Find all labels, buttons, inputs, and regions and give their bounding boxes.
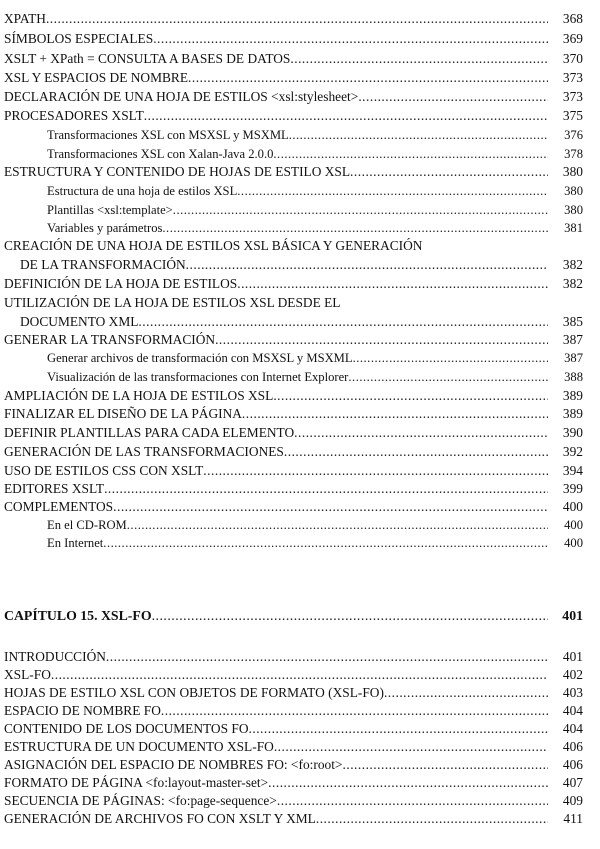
dot-leader [249, 721, 548, 737]
toc-entry-title: Plantillas <xsl:template> [47, 203, 173, 217]
toc-entry-page: 400 [564, 536, 583, 550]
toc-entry-title: PROCESADORES XSLT [4, 108, 144, 123]
toc-entry-title: En Internet [47, 536, 104, 550]
toc-entry [0, 406, 600, 422]
toc-entry-title: XPATH [4, 11, 46, 26]
dot-leader [348, 369, 548, 385]
toc-entry-page: 370 [562, 51, 583, 66]
toc-entry-page: 380 [562, 164, 583, 179]
toc-entry-page: 381 [564, 221, 583, 235]
toc-entry-page: 411 [563, 811, 583, 826]
dot-leader [294, 425, 548, 441]
toc-entry [0, 425, 600, 441]
toc-entry-title: ESPACIO DE NOMBRE FO [4, 703, 161, 718]
dot-leader [273, 146, 548, 162]
dot-leader [127, 517, 548, 533]
dot-leader [215, 332, 548, 348]
toc-entry-title: Transformaciones XSL con Xalan-Java 2.0.0 [47, 147, 274, 161]
toc-entry-first-line [0, 295, 600, 311]
toc-entry-title: DEFINIR PLANTILLAS PARA CADA ELEMENTO [4, 425, 295, 440]
toc-entry-page: 382 [562, 276, 583, 291]
dot-leader [138, 314, 548, 330]
dot-leader [268, 775, 548, 791]
chapter-title: CAPÍTULO 15. XSL-FO [4, 608, 152, 623]
toc-entry [0, 388, 600, 404]
dot-leader [153, 31, 548, 47]
dot-leader [203, 463, 548, 479]
toc-entry-title: Estructura de una hoja de estilos XSL [47, 184, 238, 198]
dot-leader [144, 108, 548, 124]
dot-leader [289, 127, 548, 143]
toc-entry [0, 649, 600, 665]
toc-entry-title: En el CD-ROM [47, 518, 127, 532]
toc-entry-page: 404 [562, 721, 583, 736]
toc-entry-title: CREACIÓN DE UNA HOJA DE ESTILOS XSL BÁSICA Y GENERACIÓN [4, 238, 423, 253]
dot-leader [343, 757, 549, 773]
toc-entry-title: GENERACIÓN DE LAS TRANSFORMACIONES [4, 444, 284, 459]
toc-entry-page: 378 [564, 147, 583, 161]
dot-leader [316, 811, 548, 827]
toc-entry-page: 406 [562, 739, 583, 754]
toc-entry [0, 703, 600, 719]
toc-entry-title: SECUENCIA DE PÁGINAS: <fo:page-sequence> [4, 793, 277, 808]
dot-leader [273, 388, 548, 404]
toc-entry-page: 403 [562, 685, 583, 700]
dot-leader [173, 202, 548, 218]
dot-leader [290, 51, 548, 67]
toc-entry-page: 369 [562, 31, 583, 46]
toc-entry [0, 721, 600, 737]
toc-entry-title-cont: DOCUMENTO XML [20, 314, 139, 329]
toc-entry-title: FORMATO DE PÁGINA <fo:layout-master-set> [4, 775, 269, 790]
toc-entry-page: 406 [562, 757, 583, 772]
toc-entry-title: EDITORES XSLT [4, 481, 105, 496]
toc-entry [0, 811, 600, 827]
dot-leader [242, 406, 548, 422]
toc-entry [0, 108, 600, 124]
dot-leader [46, 11, 548, 27]
toc-entry-title: ASIGNACIÓN DEL ESPACIO DE NOMBRES FO: <fo:root> [4, 757, 343, 772]
dot-leader [284, 444, 548, 460]
toc-entry-page: 388 [564, 370, 583, 384]
toc-entry-title: FINALIZAR EL DISEÑO DE LA PÁGINA [4, 406, 242, 421]
dot-leader [161, 703, 548, 719]
toc-entry-title: Visualización de las transformaciones con Internet Explorer [47, 370, 349, 384]
toc-entry-page: 385 [562, 314, 583, 329]
toc-entry-first-line [0, 238, 600, 254]
toc-entry-title: Generar archivos de transformación con MSXSL y MSXML [47, 351, 353, 365]
toc-entry-page: 382 [562, 257, 583, 272]
toc-entry-page: 402 [562, 667, 583, 682]
dot-leader [384, 685, 548, 701]
toc-entry-title: XSL-FO [4, 667, 51, 682]
toc-entry-title: XSLT + XPath = CONSULTA A BASES DE DATOS [4, 51, 291, 66]
dot-leader [237, 276, 548, 292]
toc-entry [0, 444, 600, 460]
toc-entry-title: CONTENIDO DE LOS DOCUMENTOS FO [4, 721, 249, 736]
dot-leader [152, 608, 548, 624]
dot-leader [104, 481, 548, 497]
toc-entry-page: 401 [562, 649, 583, 664]
toc-entry [0, 276, 600, 292]
dot-leader [274, 739, 548, 755]
toc-entry [0, 775, 600, 791]
toc-entry-page: 368 [562, 11, 583, 26]
toc-entry-title-cont: DE LA TRANSFORMACIÓN [20, 257, 186, 272]
toc-entry [0, 11, 600, 27]
toc-entry-title: DEFINICIÓN DE LA HOJA DE ESTILOS [4, 276, 238, 291]
dot-leader [237, 183, 548, 199]
dot-leader [188, 70, 548, 86]
toc-entry-title: XSL Y ESPACIOS DE NOMBRE [4, 70, 189, 85]
toc-subentry [0, 127, 600, 143]
toc-entry-title: AMPLIACIÓN DE LA HOJA DE ESTILOS XSL [4, 388, 274, 403]
toc-subentry [0, 146, 600, 162]
toc-entry [0, 667, 600, 683]
toc-entry-page: 373 [562, 89, 583, 104]
toc-entry [0, 89, 600, 105]
toc-entry-page: 394 [562, 463, 583, 478]
toc-entry-title: USO DE ESTILOS CSS CON XSLT [4, 463, 204, 478]
toc-subentry [0, 183, 600, 199]
toc-entry-page: 373 [562, 70, 583, 85]
toc-entry [0, 757, 600, 773]
toc-entry [0, 51, 600, 67]
toc-entry-title: DECLARACIÓN DE UNA HOJA DE ESTILOS <xsl:stylesheet> [4, 89, 359, 104]
toc-entry [0, 463, 600, 479]
toc-entry [0, 481, 600, 497]
toc-entry-page: 400 [564, 518, 583, 532]
toc-entry-page: 392 [562, 444, 583, 459]
toc-entry [0, 499, 600, 515]
toc-entry-title: INTRODUCCIÓN [4, 649, 106, 664]
toc-entry-page: 404 [562, 703, 583, 718]
toc-entry-page: 399 [562, 481, 583, 496]
toc-entry-page: 409 [562, 793, 583, 808]
dot-leader [162, 220, 548, 236]
dot-leader [103, 535, 548, 551]
dot-leader [186, 257, 548, 273]
dot-leader [51, 667, 548, 683]
chapter-heading [0, 608, 600, 624]
toc-entry-page: 380 [564, 203, 583, 217]
toc-entry [0, 332, 600, 348]
toc-entry-page: 375 [562, 108, 583, 123]
dot-leader [106, 649, 548, 665]
toc-entry [0, 793, 600, 809]
toc-entry-title: HOJAS DE ESTILO XSL CON OBJETOS DE FORMATO (XSL-FO) [4, 685, 384, 700]
dot-leader [353, 350, 548, 366]
toc-entry-title: GENERAR LA TRANSFORMACIÓN [4, 332, 216, 347]
toc-entry-title: ESTRUCTURA Y CONTENIDO DE HOJAS DE ESTILO XSL [4, 164, 351, 179]
toc-entry-title: Variables y parámetros [47, 221, 163, 235]
toc-subentry [0, 517, 600, 533]
toc-subentry [0, 202, 600, 218]
toc-entry [0, 739, 600, 755]
toc-entry [0, 314, 600, 330]
toc-entry-title: GENERACIÓN DE ARCHIVOS FO CON XSLT Y XML [4, 811, 316, 826]
toc-entry-title: Transformaciones XSL con MSXSL y MSXML [47, 128, 289, 142]
toc-entry [0, 164, 600, 180]
dot-leader [350, 164, 548, 180]
toc-entry-page: 387 [562, 332, 583, 347]
toc-subentry [0, 220, 600, 236]
toc-subentry [0, 535, 600, 551]
dot-leader [113, 499, 548, 515]
toc-entry-page: 387 [564, 351, 583, 365]
toc-entry-page: 376 [564, 128, 583, 142]
chapter-page: 401 [562, 608, 583, 623]
toc-entry-page: 389 [562, 388, 583, 403]
toc-entry-page: 390 [562, 425, 583, 440]
toc-entry-page: 407 [562, 775, 583, 790]
toc-entry [0, 70, 600, 86]
toc-entry [0, 257, 600, 273]
toc-entry-title: COMPLEMENTOS [4, 499, 114, 514]
toc-subentry [0, 350, 600, 366]
toc-subentry [0, 369, 600, 385]
toc-entry-page: 400 [562, 499, 583, 514]
toc-entry [0, 685, 600, 701]
toc-entry-page: 389 [562, 406, 583, 421]
dot-leader [277, 793, 548, 809]
toc-entry [0, 31, 600, 47]
dot-leader [358, 89, 548, 105]
toc-entry-title: UTILIZACIÓN DE LA HOJA DE ESTILOS XSL DESDE EL [4, 295, 341, 310]
toc-entry-title: SÍMBOLOS ESPECIALES [4, 31, 154, 46]
toc-entry-page: 380 [564, 184, 583, 198]
toc-entry-title: ESTRUCTURA DE UN DOCUMENTO XSL-FO [4, 739, 274, 754]
